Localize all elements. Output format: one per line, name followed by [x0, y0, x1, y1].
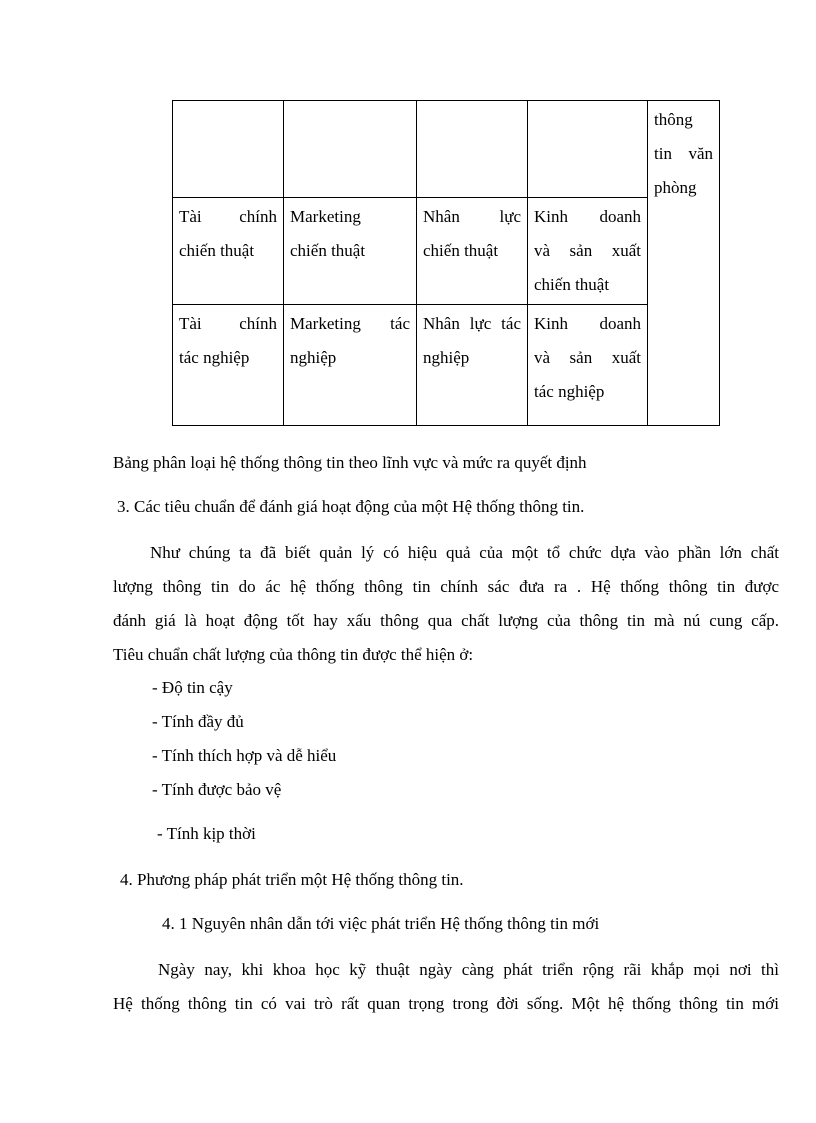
table-row	[173, 101, 720, 198]
table-caption: Bảng phân loại hệ thống thông tin theo lĩnh vực và mức ra quyết định	[113, 453, 587, 472]
section-3-heading: 3. Các tiêu chuẩn để đánh giá hoạt động của một Hệ thống thông tin.	[117, 497, 585, 516]
paragraph-line: đánh giá là hoạt động tốt hay xấu thông qua chất lượng của thông tin mà nú cung cấp.	[113, 611, 779, 630]
table-cell	[284, 305, 417, 426]
info-system-classification-table	[172, 100, 720, 426]
cell-line: Nhân lực	[423, 207, 521, 226]
section-3-paragraph	[113, 536, 779, 672]
cell-line: Marketing	[290, 207, 361, 226]
cell-line: Kinh doanh	[534, 314, 641, 333]
criteria-item: - Tính thích hợp và dễ hiểu	[152, 746, 337, 765]
cell-line: phòng	[654, 178, 697, 197]
table-cell	[417, 305, 528, 426]
table-cell	[284, 101, 417, 198]
table-row	[173, 198, 720, 305]
table-cell	[417, 198, 528, 305]
cell-line: tác nghiệp	[534, 382, 605, 401]
cell-line: Kinh doanh	[534, 207, 641, 226]
cell-line: Tài chính	[179, 207, 277, 226]
cell-line: Marketing tác	[290, 314, 410, 333]
cell-line: và sản xuất	[534, 241, 641, 260]
section-4-1-paragraph	[113, 953, 779, 1021]
table-cell	[173, 305, 284, 426]
cell-line: chiến thuật	[290, 241, 366, 260]
cell-line: và sản xuất	[534, 348, 641, 367]
cell-line: tin văn	[654, 144, 713, 163]
section-4-1-subheading: 4. 1 Nguyên nhân dẫn tới việc phát triển Hệ thống thông tin mới	[162, 914, 600, 933]
cell-line: chiến thuật	[423, 241, 499, 260]
cell-line: nghiệp	[290, 348, 337, 367]
paragraph-line: Tiêu chuẩn chất lượng của thông tin được thể hiện ở:	[113, 645, 474, 664]
paragraph-line: lượng thông tin do ác hệ thống thông tin chính sác đưa ra . Hệ thống thông tin được	[113, 577, 779, 596]
table-cell	[417, 101, 528, 198]
cell-line: nghiệp	[423, 348, 470, 367]
criteria-item: - Tính đầy đủ	[152, 712, 244, 731]
table-cell	[528, 101, 648, 198]
table-cell	[173, 198, 284, 305]
cell-line: Tài chính	[179, 314, 277, 333]
cell-line: Nhân lực tác	[423, 314, 521, 333]
cell-line: chiến thuật	[179, 241, 255, 260]
criteria-item: - Tính kịp thời	[157, 824, 256, 843]
paragraph-line: Ngày nay, khi khoa học kỹ thuật ngày càng phát triển rộng rãi khắp mọi nơi thì	[158, 960, 779, 979]
cell-line: tác nghiệp	[179, 348, 250, 367]
table-cell	[528, 305, 648, 426]
table-cell	[173, 101, 284, 198]
table-row	[173, 305, 720, 426]
table-cell	[528, 198, 648, 305]
criteria-item: - Tính được bảo vệ	[152, 780, 282, 799]
criteria-item: - Độ tin cậy	[152, 678, 233, 697]
section-4-heading: 4. Phương pháp phát triển một Hệ thống thông tin.	[120, 870, 464, 889]
table-cell-office-info	[648, 101, 720, 426]
table-cell	[284, 198, 417, 305]
paragraph-line: Hệ thống thông tin có vai trò rất quan trọng trong đời sống. Một hệ thống thông tin mới	[113, 994, 779, 1013]
paragraph-line: Như chúng ta đã biết quản lý có hiệu quả của một tổ chức dựa vào phần lớn chất	[150, 543, 779, 562]
cell-line: thông	[654, 110, 693, 129]
cell-line: chiến thuật	[534, 275, 610, 294]
